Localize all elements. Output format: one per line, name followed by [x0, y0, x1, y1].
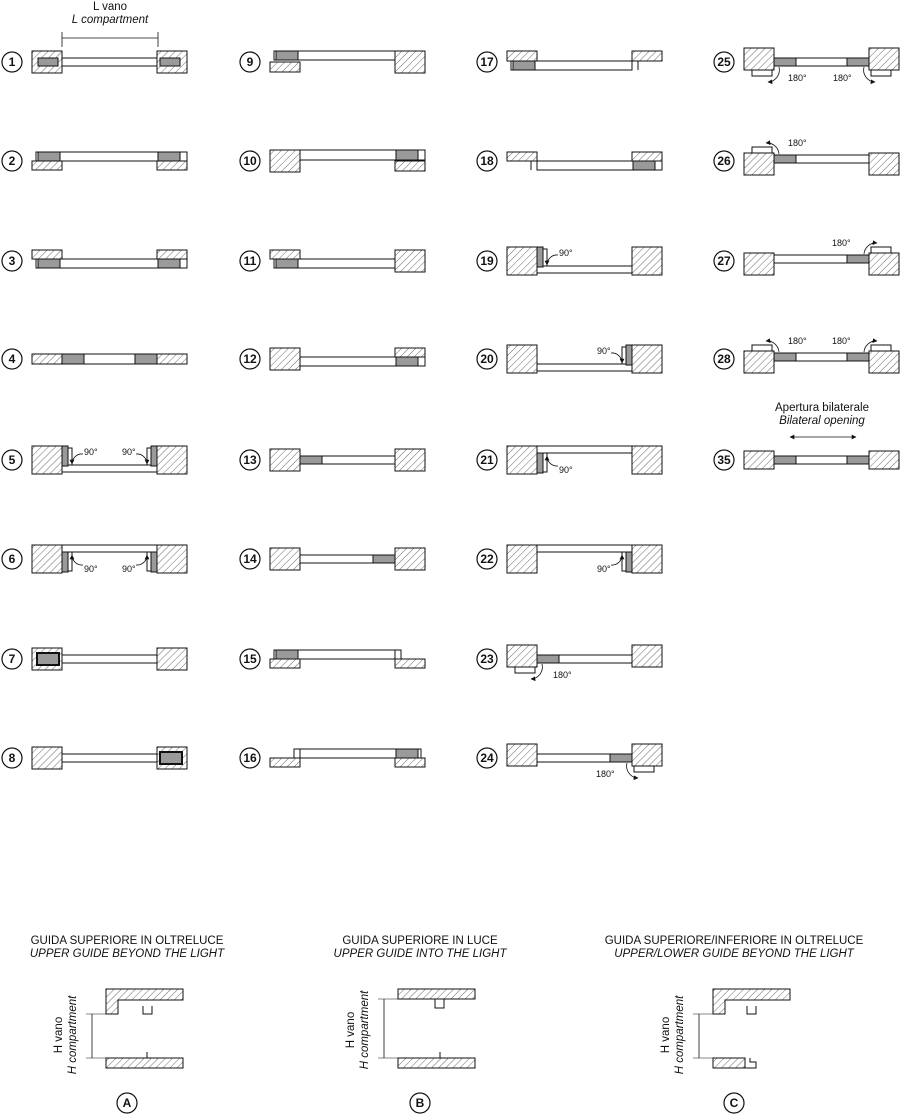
wall — [507, 645, 537, 667]
seal — [847, 353, 869, 361]
guide — [531, 161, 537, 170]
wall — [157, 250, 187, 259]
config-number: 5 — [8, 453, 16, 467]
seal — [151, 446, 157, 466]
config-number: 14 — [243, 552, 257, 566]
config-number: 6 — [8, 552, 16, 566]
section-A-lower-guide — [143, 1052, 151, 1058]
config-number: 25 — [717, 55, 731, 69]
angle-label: 180° — [553, 670, 572, 680]
section-C-floor — [713, 1058, 745, 1068]
seal — [38, 58, 58, 66]
wall — [32, 545, 62, 573]
wall — [744, 451, 774, 469]
section-A-height-label-en: H compartment — [67, 995, 79, 1075]
config-number: 20 — [480, 352, 494, 366]
seal — [396, 357, 418, 366]
config-number: 7 — [8, 652, 16, 666]
wall — [395, 449, 425, 471]
angle-label: 180° — [832, 336, 851, 346]
dimension-label-it: L vano — [92, 1, 128, 13]
bilateral-opening-label — [775, 402, 869, 437]
wall — [32, 250, 62, 259]
rotation-arrow — [136, 555, 147, 565]
seal — [537, 655, 559, 663]
wall — [32, 354, 62, 364]
seal — [774, 155, 796, 163]
configuration-8 — [2, 747, 187, 769]
angle-label: 90° — [84, 447, 98, 457]
seal — [633, 161, 655, 170]
wall — [395, 548, 425, 570]
guide — [632, 61, 638, 70]
seal — [151, 552, 157, 572]
section-A-floor — [106, 1058, 183, 1068]
seal — [537, 453, 543, 473]
wall — [507, 247, 537, 275]
section-C-height-label-en: H compartment — [674, 995, 686, 1075]
door-leaf — [537, 364, 632, 371]
config-number: 19 — [480, 254, 494, 268]
bilateral-label-it: Apertura bilaterale — [775, 402, 869, 414]
angle-label: 90° — [122, 564, 136, 574]
guide — [871, 345, 891, 351]
door-leaf — [537, 266, 632, 273]
guide — [871, 70, 891, 76]
seal — [626, 345, 632, 365]
config-number: 10 — [243, 154, 257, 168]
section-A-badge: A — [122, 1096, 132, 1110]
configuration-20 — [477, 345, 662, 373]
section-B-floor — [398, 1058, 475, 1068]
door-leaf — [62, 655, 157, 663]
seal — [513, 61, 535, 70]
configuration-22 — [477, 545, 662, 574]
configuration-2 — [2, 151, 187, 171]
section-B-height-label-it: H vano — [345, 1011, 357, 1049]
seal — [774, 58, 796, 66]
guide — [147, 552, 151, 571]
guide — [543, 453, 547, 472]
seal — [396, 150, 418, 160]
wall — [507, 744, 537, 766]
config-number: 3 — [8, 254, 16, 268]
seal — [158, 152, 180, 161]
angle-label: 180° — [832, 238, 851, 248]
configurations-grid — [2, 48, 899, 779]
wall — [157, 648, 187, 670]
door-leaf — [62, 465, 157, 472]
wall — [32, 747, 62, 769]
angle-label: 90° — [559, 248, 573, 258]
door-leaf — [62, 58, 157, 66]
angle-label: 180° — [788, 138, 807, 148]
seal — [38, 259, 60, 268]
wall — [869, 153, 899, 175]
angle-label: 180° — [788, 73, 807, 83]
wall — [507, 152, 537, 161]
guide — [395, 650, 401, 659]
config-number: 26 — [717, 154, 731, 168]
seal — [373, 555, 395, 563]
wall — [270, 758, 300, 767]
wall — [869, 351, 899, 373]
wall — [270, 150, 300, 172]
wall — [157, 161, 187, 170]
rotation-arrow — [547, 255, 558, 265]
wall — [270, 659, 300, 668]
wall — [632, 744, 662, 766]
config-number: 4 — [8, 352, 16, 366]
config-number: 18 — [480, 154, 494, 168]
seal — [276, 51, 298, 60]
wall — [869, 253, 899, 275]
wall — [395, 659, 425, 668]
configuration-1 — [2, 51, 187, 73]
section-A — [30, 935, 225, 1113]
rotation-arrow — [72, 454, 83, 464]
seal — [37, 653, 59, 665]
wall — [395, 51, 425, 73]
angle-label: 180° — [788, 336, 807, 346]
configuration-26 — [714, 138, 899, 175]
section-C-badge: C — [729, 1096, 739, 1110]
door-leaf — [537, 545, 632, 552]
configuration-18 — [477, 151, 662, 171]
config-number: 17 — [480, 55, 494, 69]
configuration-35 — [714, 450, 899, 470]
configuration-12 — [240, 348, 425, 370]
rotation-arrow — [547, 456, 558, 466]
section-C-height-label-it: H vano — [660, 1016, 672, 1054]
angle-label: 90° — [559, 465, 573, 475]
configuration-15 — [240, 649, 425, 669]
wall — [157, 446, 187, 474]
bilateral-label-en: Bilateral opening — [779, 415, 865, 427]
section-C-lower-guide — [745, 1058, 756, 1068]
seal — [276, 650, 298, 659]
seal — [847, 58, 869, 66]
wall — [632, 645, 662, 667]
wall — [632, 545, 662, 573]
config-number: 22 — [480, 552, 494, 566]
section-C — [605, 935, 864, 1113]
wall — [507, 545, 537, 573]
wall — [632, 152, 662, 161]
configuration-21 — [477, 446, 662, 475]
seal — [62, 446, 68, 466]
seal — [160, 752, 182, 764]
rotation-arrow — [72, 555, 83, 565]
section-A-height-label-it: H vano — [53, 1016, 65, 1054]
angle-label: 90° — [84, 564, 98, 574]
section-B-title-en: UPPER GUIDE INTO THE LIGHT — [333, 948, 507, 960]
wall — [395, 758, 425, 767]
angle-label: 180° — [833, 73, 852, 83]
configuration-14 — [240, 548, 425, 570]
config-number: 16 — [243, 751, 257, 765]
configuration-5 — [2, 446, 187, 474]
config-number: 2 — [8, 154, 16, 168]
section-B — [334, 935, 508, 1113]
configuration-3 — [2, 250, 187, 271]
wall — [270, 62, 300, 72]
seal — [158, 259, 180, 268]
wall — [32, 446, 62, 474]
configuration-7 — [2, 648, 187, 670]
section-B-lower-guide — [436, 1052, 444, 1058]
wall — [395, 348, 425, 357]
wall — [869, 48, 899, 70]
wall — [869, 451, 899, 469]
rotation-arrow — [136, 454, 147, 464]
seal — [62, 354, 84, 364]
rotation-arrow — [611, 353, 622, 363]
configuration-16 — [240, 748, 425, 768]
section-B-upper-guide — [435, 999, 444, 1008]
seal — [774, 456, 796, 464]
door-leaf — [537, 446, 632, 453]
config-number: 21 — [480, 453, 494, 467]
config-number: 8 — [8, 751, 16, 765]
configuration-9 — [240, 51, 425, 73]
compartment-width-dimension — [62, 1, 158, 47]
config-number: 9 — [246, 55, 254, 69]
configuration-27 — [714, 238, 899, 275]
wall — [744, 48, 774, 70]
config-number: 23 — [480, 652, 494, 666]
config-number: 24 — [480, 751, 494, 765]
section-B-height-label-en: H compartment — [359, 990, 371, 1070]
config-number: 27 — [717, 254, 731, 268]
angle-label: 90° — [597, 564, 611, 574]
guide — [68, 552, 72, 571]
section-C-title-en: UPPER/LOWER GUIDE BEYOND THE LIGHT — [614, 948, 854, 960]
config-number: 12 — [243, 352, 257, 366]
wall — [632, 345, 662, 373]
wall — [744, 351, 774, 373]
configuration-25 — [714, 48, 899, 83]
wall — [744, 253, 774, 275]
configuration-4 — [2, 349, 187, 369]
guide — [752, 70, 772, 76]
seal — [276, 259, 298, 268]
angle-label: 180° — [596, 769, 615, 779]
section-C-lintel — [713, 989, 790, 1014]
section-C-upper-guide — [747, 1006, 756, 1014]
guide — [871, 247, 891, 253]
section-A-title-it: GUIDA SUPERIORE IN OLTRELUCE — [30, 935, 224, 947]
wall — [270, 348, 300, 370]
config-number: 28 — [717, 352, 731, 366]
wall — [270, 449, 300, 471]
configuration-10 — [240, 150, 425, 172]
guide — [622, 552, 626, 571]
configuration-19 — [477, 247, 662, 275]
wall — [395, 161, 425, 171]
config-number: 1 — [8, 55, 16, 69]
guide — [634, 766, 654, 772]
configuration-28 — [714, 336, 899, 373]
dimension-label-en: L compartment — [71, 14, 149, 26]
door-leaf — [62, 754, 157, 762]
angle-label: 90° — [122, 447, 136, 457]
wall — [507, 345, 537, 373]
config-number: 35 — [717, 453, 731, 467]
configuration-11 — [240, 250, 425, 272]
wall — [507, 51, 537, 61]
configuration-24 — [477, 744, 662, 779]
section-B-badge: B — [415, 1096, 425, 1110]
angle-label: 90° — [597, 346, 611, 356]
guide — [294, 749, 300, 758]
seal — [160, 58, 180, 66]
wall — [270, 548, 300, 570]
section-A-lintel — [106, 989, 183, 1014]
door-leaf — [62, 545, 157, 552]
seal — [610, 754, 632, 762]
guide — [515, 667, 535, 673]
configuration-17 — [477, 51, 662, 72]
seal — [847, 456, 869, 464]
seal — [62, 552, 68, 572]
configuration-6 — [2, 545, 187, 574]
section-B-lintel — [398, 989, 475, 999]
wall — [157, 354, 187, 364]
wall — [157, 545, 187, 573]
config-number: 15 — [243, 652, 257, 666]
seal — [626, 552, 632, 572]
guide — [147, 448, 151, 465]
guide — [752, 345, 772, 351]
seal — [135, 354, 157, 364]
seal — [396, 749, 418, 758]
guide — [752, 147, 772, 153]
seal — [774, 353, 796, 361]
guide — [543, 249, 547, 266]
section-A-title-en: UPPER GUIDE BEYOND THE LIGHT — [29, 948, 225, 960]
wall — [632, 446, 662, 474]
guide — [68, 448, 72, 465]
wall — [632, 247, 662, 275]
wall — [270, 250, 300, 259]
configuration-13 — [240, 449, 425, 471]
section-A-upper-guide — [143, 1006, 152, 1014]
wall — [395, 250, 425, 272]
seal — [300, 456, 322, 464]
seal — [38, 152, 60, 161]
seal — [847, 255, 869, 263]
section-details — [30, 935, 864, 1113]
guide — [622, 347, 626, 364]
wall — [507, 446, 537, 474]
config-number: 11 — [243, 254, 257, 268]
configuration-23 — [477, 645, 662, 680]
section-B-title-it: GUIDA SUPERIORE IN LUCE — [342, 935, 498, 947]
wall — [744, 153, 774, 175]
wall — [32, 161, 62, 170]
rotation-arrow — [611, 555, 622, 565]
config-number: 13 — [243, 453, 257, 467]
wall — [632, 51, 662, 61]
seal — [537, 247, 543, 267]
section-C-title-it: GUIDA SUPERIORE/INFERIORE IN OLTRELUCE — [604, 935, 864, 947]
